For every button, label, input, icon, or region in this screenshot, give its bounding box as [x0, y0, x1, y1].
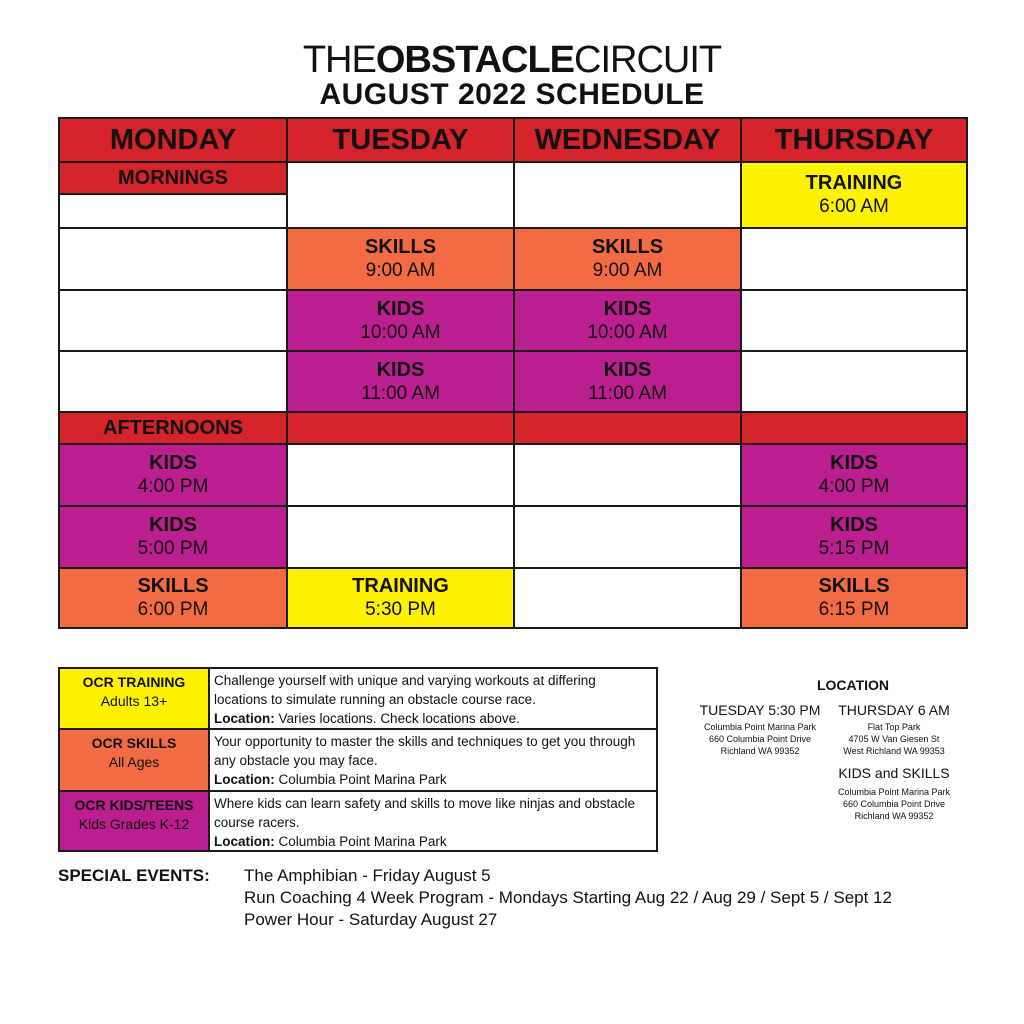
- location-line: 660 Columbia Point Drive: [708, 734, 812, 744]
- location-line: Flat Top Park: [867, 722, 921, 732]
- class-name: SKILLS: [364, 236, 437, 258]
- brand-title: [0, 40, 1024, 80]
- location-kids-skills: [826, 763, 962, 822]
- legend-location: Columbia Point Marina Park: [278, 834, 447, 849]
- legend-description: [210, 792, 656, 850]
- day-header-wednesday: WEDNESDAY: [513, 117, 742, 163]
- class-mon-skills-6pm: [58, 567, 288, 629]
- legend-subtitle: Adults 13+: [100, 693, 168, 709]
- empty-cell: [513, 161, 742, 229]
- legend-location-label: Location:: [214, 834, 275, 849]
- class-time: 11:00 AM: [588, 382, 667, 404]
- location-line: Columbia Point Marina Park: [837, 787, 951, 797]
- class-name: KIDS: [149, 514, 197, 536]
- location-line: Columbia Point Marina Park: [703, 722, 817, 732]
- class-time: 9:00 AM: [365, 260, 436, 281]
- class-time: 10:00 AM: [587, 321, 668, 343]
- legend-row-skills: [60, 730, 656, 792]
- class-name: TRAINING: [352, 575, 449, 597]
- legend-location: Columbia Point Marina Park: [278, 772, 447, 787]
- day-header-monday: MONDAY: [58, 117, 288, 163]
- section-mornings: MORNINGS: [58, 161, 288, 195]
- legend-location-label: Location:: [214, 772, 275, 787]
- section-bar: [513, 411, 742, 445]
- class-name: KIDS: [603, 297, 652, 320]
- class-name: KIDS: [830, 514, 878, 536]
- location-thursday: [828, 700, 960, 757]
- location-line: 660 Columbia Point Drive: [842, 799, 946, 809]
- class-time: 4:00 PM: [137, 476, 209, 497]
- class-time: 9:00 AM: [592, 260, 663, 281]
- empty-cell: [58, 193, 288, 229]
- class-wed-kids-10am: [513, 289, 742, 352]
- class-wed-kids-11am: [513, 350, 742, 413]
- legend-row-training: [60, 669, 656, 730]
- class-name: KIDS: [149, 452, 197, 474]
- class-name: SKILLS: [591, 236, 664, 258]
- class-name: SKILLS: [818, 575, 890, 597]
- special-event-item: The Amphibian - Friday August 5: [244, 866, 491, 885]
- legend-subtitle: All Ages: [108, 754, 160, 770]
- class-name: SKILLS: [137, 575, 209, 597]
- special-event-item: Run Coaching 4 Week Program - Mondays Starting Aug 22 / Aug 29 / Sept 5 / Sept 12: [244, 888, 892, 907]
- class-tue-kids-10am: [286, 289, 515, 352]
- class-time: 11:00 AM: [361, 382, 440, 404]
- class-time: 6:00 PM: [137, 599, 209, 620]
- empty-cell: [58, 289, 288, 352]
- legend-row-kids: [60, 792, 656, 850]
- location-label: THURSDAY 6 AM: [838, 702, 950, 718]
- empty-cell: [286, 443, 515, 507]
- legend-location: Varies locations. Check locations above.: [278, 711, 520, 726]
- empty-cell: [513, 443, 742, 507]
- special-events-list: [244, 865, 892, 931]
- section-afternoons: AFTERNOONS: [58, 411, 288, 445]
- location-line: 4705 W Van Giesen St: [848, 734, 940, 744]
- class-thu-training-6am: [740, 161, 968, 229]
- empty-cell: [286, 505, 515, 569]
- class-name: KIDS: [376, 297, 425, 320]
- empty-cell: [513, 567, 742, 629]
- brand-pre: THE: [302, 39, 376, 81]
- empty-cell: [740, 350, 968, 413]
- empty-cell: [740, 227, 968, 291]
- legend-subtitle: Kids Grades K-12: [78, 816, 190, 832]
- schedule-subtitle: AUGUST 2022 SCHEDULE: [319, 78, 705, 111]
- class-name: TRAINING: [805, 172, 903, 194]
- empty-cell: [58, 350, 288, 413]
- brand-bold: OBSTACLE: [375, 39, 575, 81]
- location-line: Richland WA 99352: [720, 746, 800, 756]
- legend-location-label: Location:: [214, 711, 275, 726]
- class-time: 6:15 PM: [818, 599, 890, 620]
- class-name: KIDS: [376, 358, 425, 381]
- legend-description: [210, 669, 656, 728]
- section-bar: [740, 411, 968, 445]
- program-legend: [58, 667, 658, 852]
- location-line: West Richland WA 99353: [843, 746, 945, 756]
- class-time: 5:00 PM: [137, 538, 209, 559]
- class-tue-skills-9am: [286, 227, 515, 291]
- legend-key: [60, 792, 210, 850]
- legend-desc-text: Your opportunity to master the skills and techniques to get you through any obstacle you may face.: [214, 734, 636, 768]
- section-bar: [286, 411, 515, 445]
- location-tuesday: [690, 700, 830, 757]
- empty-cell: [58, 227, 288, 291]
- class-name: KIDS: [603, 358, 652, 381]
- class-tue-training-530pm: [286, 567, 515, 629]
- legend-title: OCR SKILLS: [91, 735, 177, 751]
- class-wed-skills-9am: [513, 227, 742, 291]
- class-time: 4:00 PM: [818, 476, 890, 497]
- class-time: 10:00 AM: [360, 321, 441, 343]
- empty-cell: [740, 289, 968, 352]
- class-time: 6:00 AM: [819, 196, 889, 217]
- legend-title: OCR TRAINING: [82, 674, 186, 690]
- class-tue-kids-11am: [286, 350, 515, 413]
- legend-description: [210, 730, 656, 790]
- location-label: TUESDAY 5:30 PM: [699, 702, 821, 718]
- legend-desc-text: Challenge yourself with unique and varying workouts at differing locations to simulate running an obstacle course race.: [214, 673, 596, 707]
- class-time: 5:30 PM: [365, 599, 436, 620]
- class-thu-skills-615pm: [740, 567, 968, 629]
- location-line: Richland WA 99352: [854, 811, 934, 821]
- legend-title: OCR KIDS/TEENS: [74, 797, 194, 813]
- empty-cell: [286, 161, 515, 229]
- special-events-label: SPECIAL EVENTS:: [58, 866, 210, 885]
- day-header-thursday: THURSDAY: [740, 117, 968, 163]
- legend-key: [60, 669, 210, 728]
- class-time: 5:15 PM: [818, 538, 890, 559]
- day-header-tuesday: TUESDAY: [286, 117, 515, 163]
- class-thu-kids-4pm: [740, 443, 968, 507]
- special-event-item: Power Hour - Saturday August 27: [244, 910, 498, 929]
- legend-key: [60, 730, 210, 790]
- class-mon-kids-4pm: [58, 443, 288, 507]
- location-label: KIDS and SKILLS: [838, 765, 950, 781]
- class-mon-kids-5pm: [58, 505, 288, 569]
- brand-post: CIRCUIT: [574, 39, 722, 81]
- location-title: LOCATION: [816, 677, 890, 693]
- empty-cell: [513, 505, 742, 569]
- class-thu-kids-515pm: [740, 505, 968, 569]
- legend-desc-text: Where kids can learn safety and skills to move like ninjas and obstacle course racers.: [214, 796, 635, 830]
- class-name: KIDS: [830, 452, 878, 474]
